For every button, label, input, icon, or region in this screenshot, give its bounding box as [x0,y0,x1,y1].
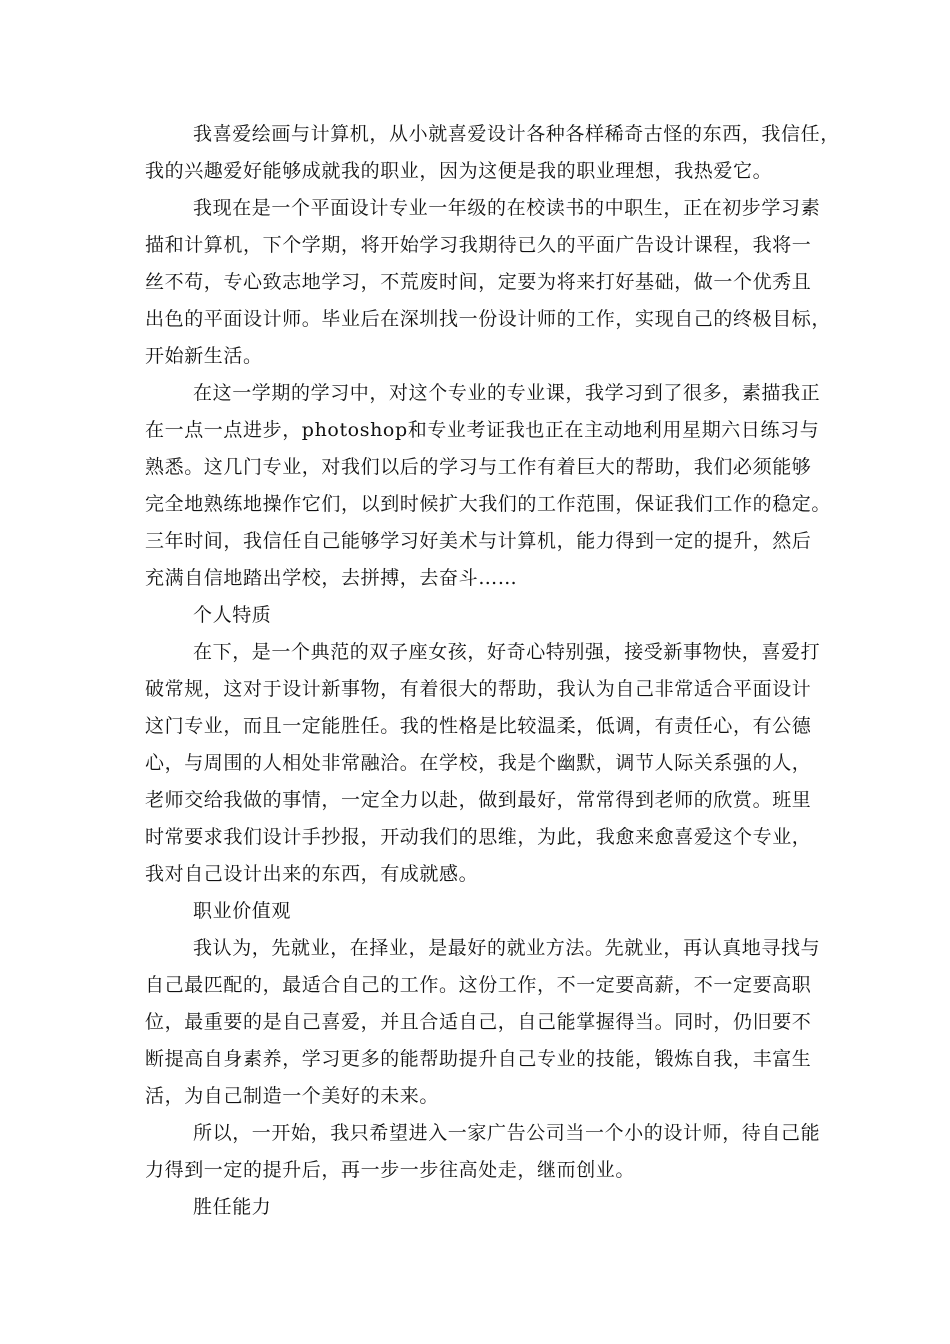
body-text-line: 完全地熟练地操作它们，以到时候扩大我们的工作范围，保证我们工作的稳定。 [145,493,832,515]
body-text-line: 充满自信地踏出学校，去拼搏，去奋斗…… [145,567,518,589]
body-text-line: 所以，一开始，我只希望进入一家广告公司当一个小的设计师，待自己能 [193,1122,821,1144]
body-text-line: 熟悉。这几门专业，对我们以后的学习与工作有着巨大的帮助，我们必须能够 [145,456,812,478]
body-text-line: 在下，是一个典范的双子座女孩，好奇心特别强，接受新事物快，喜爱打 [193,641,821,663]
body-text-line: 我对自己设计出来的东西，有成就感。 [145,863,479,885]
body-text-line: 我现在是一个平面设计专业一年级的在校读书的中职生，正在初步学习素 [193,197,821,219]
body-text-line: 我喜爱绘画与计算机，从小就喜爱设计各种各样稀奇古怪的东西，我信任， [193,123,840,145]
body-text-line: 活，为自己制造一个美好的未来。 [145,1085,440,1107]
body-text-line: 出色的平面设计师。毕业后在深圳找一份设计师的工作，实现自己的终极目标， [145,308,832,330]
body-text-line: 位，最重要的是自己喜爱，并且合适自己，自己能掌握得当。同时，仍旧要不 [145,1011,812,1033]
body-text-line: 老师交给我做的事情，一定全力以赴，做到最好，常常得到老师的欣赏。班里 [145,789,812,811]
body-text-line: 三年时间，我信任自己能够学习好美术与计算机，能力得到一定的提升，然后 [145,530,812,552]
body-text-line: 开始新生活。 [145,345,263,367]
body-text-line: 心，与周围的人相处非常融洽。在学校，我是个幽默，调节人际关系强的人， [145,752,812,774]
body-text-line: 破常规，这对于设计新事物，有着很大的帮助，我认为自己非常适合平面设计 [145,678,812,700]
body-text-line: 这门专业，而且一定能胜任。我的性格是比较温柔，低调，有责任心，有公德 [145,715,812,737]
body-text-line: 在一点一点进步，photoshop和专业考证我也正在主动地利用星期六日练习与 [145,419,820,441]
body-text-line: 我认为，先就业，在择业，是最好的就业方法。先就业，再认真地寻找与 [193,937,821,959]
body-text-line: 在这一学期的学习中，对这个专业的专业课，我学习到了很多，素描我正 [193,382,821,404]
body-text-line: 丝不苟，专心致志地学习，不荒废时间，定要为将来打好基础，做一个优秀且 [145,271,812,293]
body-text-line: 我的兴趣爱好能够成就我的职业，因为这便是我的职业理想，我热爱它。 [145,160,773,182]
body-text-line: 自己最匹配的，最适合自己的工作。这份工作，不一定要高薪，不一定要高职 [145,974,812,996]
body-text-line: 时常要求我们设计手抄报，开动我们的思维，为此，我愈来愈喜爱这个专业， [145,826,812,848]
section-heading: 胜任能力 [193,1196,272,1218]
body-text-line: 断提高自身素养，学习更多的能帮助提升自己专业的技能，锻炼自我，丰富生 [145,1048,812,1070]
body-text-line: 力得到一定的提升后，再一步一步往高处走，继而创业。 [145,1159,636,1181]
section-heading: 个人特质 [193,604,272,626]
body-text-line: 描和计算机，下个学期，将开始学习我期待已久的平面广告设计课程，我将一 [145,234,812,256]
section-heading: 职业价值观 [193,900,292,922]
